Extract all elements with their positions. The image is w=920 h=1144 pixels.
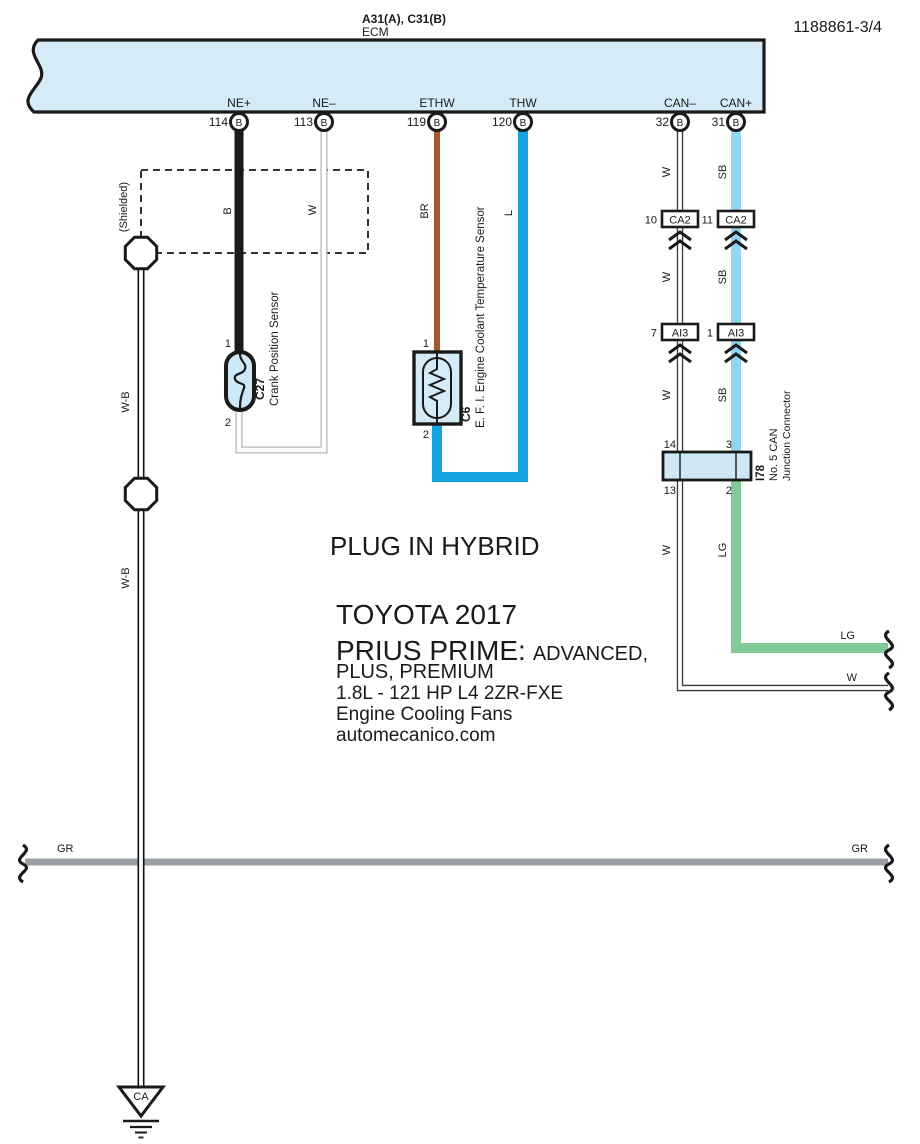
can-plus-label-3: SB <box>717 387 729 403</box>
can-minus-label-1: W <box>661 166 673 178</box>
wb-wire-label-1: W-B <box>120 391 132 413</box>
c6-coolant-temp-sensor <box>414 206 487 441</box>
i78-pin-3: 3 <box>725 439 732 451</box>
gr-wire-label-left: GR <box>57 843 74 855</box>
c27-name: Crank Position Sensor <box>269 291 281 406</box>
ethw-wire <box>419 118 437 354</box>
can-minus-label-3: W <box>661 389 673 401</box>
pin-name-ethw: ETHW <box>419 96 455 110</box>
can-minus-wire <box>661 118 888 688</box>
model-line: PRIUS PRIME: ADVANCED, <box>336 635 649 666</box>
pin-terminal-ne-minus <box>294 114 333 131</box>
ecm-box <box>28 40 764 112</box>
pin-number: 32 <box>655 115 669 129</box>
pin-number: 31 <box>711 115 725 129</box>
thw-wire-label: L <box>503 209 515 217</box>
ca2-connector-right <box>702 211 754 249</box>
lg-wire <box>717 480 888 648</box>
can-minus-label-2: W <box>661 271 673 283</box>
pin-number: 113 <box>293 115 313 129</box>
can-plus-label-1: SB <box>717 164 729 180</box>
pin-name-ne-plus: NE+ <box>227 96 251 110</box>
ethw-wire-label: BR <box>419 203 431 219</box>
ai3-left-label: AI3 <box>671 327 689 340</box>
pin-number: 114 <box>208 115 228 129</box>
break-symbol-w <box>886 673 893 710</box>
pin-connector-letter: B <box>676 118 684 129</box>
website: automecanico.com <box>336 725 496 746</box>
shield-node-top <box>125 237 156 268</box>
ai3-right-label: AI3 <box>727 327 745 340</box>
pin-name-can-plus: CAN+ <box>719 96 753 110</box>
ecm-module-label: ECM <box>362 25 389 39</box>
ne-plus-wire <box>222 118 239 356</box>
pin-connector-letter: B <box>320 118 328 129</box>
c6-pin1: 1 <box>422 338 429 350</box>
pin-terminal-can-minus <box>656 114 689 131</box>
can-minus-label-horizontal: W <box>846 672 857 684</box>
c27-pin2: 2 <box>224 417 231 429</box>
ne-minus-wire-label: W <box>307 204 319 216</box>
ai3-connector-left <box>651 324 698 362</box>
ground-label: CA <box>133 1091 149 1103</box>
c27-id: C27 <box>253 377 267 400</box>
pin-terminal-ethw <box>407 114 446 131</box>
shield-node-bottom <box>125 478 156 509</box>
c6-name: E. F. I. Engine Coolant Temperature Sensor <box>475 206 487 428</box>
wb-wire <box>120 266 141 1090</box>
pin-name-thw: THW <box>509 96 537 110</box>
trims-line2: PLUS, PREMIUM <box>336 661 494 683</box>
pin-terminals <box>209 114 745 131</box>
c6-id: C6 <box>459 406 473 422</box>
shield-label: (Shielded) <box>118 181 130 233</box>
pin-connector-letter: B <box>732 118 740 129</box>
i78-pin-14: 14 <box>663 439 676 451</box>
pin-terminal-thw <box>492 114 532 131</box>
ecm-connector-code: A31(A), C31(B) <box>362 12 447 26</box>
i78-name-line2: Junction Connector <box>781 390 793 481</box>
ca2-connector-left <box>645 211 698 249</box>
can-plus-label-2: SB <box>717 269 729 285</box>
c27-pin1: 1 <box>224 338 231 350</box>
ai3-connector-right <box>707 324 754 362</box>
hybrid-note: PLUG IN HYBRID <box>330 531 540 561</box>
pin-name-ne-minus: NE– <box>312 96 336 110</box>
pin-connector-letter: B <box>519 118 527 129</box>
ground-symbol <box>119 1087 163 1138</box>
can-plus-wire <box>717 118 736 452</box>
pin-terminal-ne-plus <box>209 114 248 131</box>
c27-crank-position-sensor <box>225 291 281 429</box>
wb-wire-label-2: W-B <box>120 567 132 589</box>
ground-hatch <box>123 1121 159 1138</box>
i78-pin-2: 2 <box>725 485 732 497</box>
ca2-right-number: 11 <box>701 214 713 227</box>
make-year: TOYOTA 2017 <box>336 599 518 630</box>
ca2-left-number: 10 <box>644 214 657 227</box>
lg-wire-label-horizontal: LG <box>840 630 855 642</box>
lg-wire-label-vertical: LG <box>717 542 729 558</box>
c6-pin2: 2 <box>422 429 429 441</box>
ca2-left-label: CA2 <box>669 214 691 227</box>
pin-connector-letter: B <box>235 118 243 129</box>
pin-terminal-can-plus <box>712 114 745 131</box>
i78-name-line1: No. 5 CAN <box>768 428 780 481</box>
annotation-block <box>330 531 648 746</box>
pin-number: 119 <box>406 115 426 129</box>
pin-number: 120 <box>491 115 512 129</box>
gr-wire <box>25 843 888 862</box>
sheet-number: 1188861-3/4 <box>793 19 882 36</box>
can-minus-label-4: W <box>661 544 673 556</box>
ai3-left-number: 7 <box>650 327 657 340</box>
i78-id: I78 <box>755 465 767 481</box>
engine-spec: 1.8L - 121 HP L4 2ZR-FXE <box>336 683 564 704</box>
ai3-right-number: 1 <box>706 327 713 340</box>
i78-pin-13: 13 <box>663 485 676 497</box>
ca2-right-label: CA2 <box>725 214 747 227</box>
gr-wire-label-right: GR <box>851 843 868 855</box>
pin-connector-letter: B <box>433 118 441 129</box>
ne-plus-wire-label: B <box>222 207 234 215</box>
pin-name-can-minus: CAN– <box>663 96 697 110</box>
system-name: Engine Cooling Fans <box>336 704 513 725</box>
